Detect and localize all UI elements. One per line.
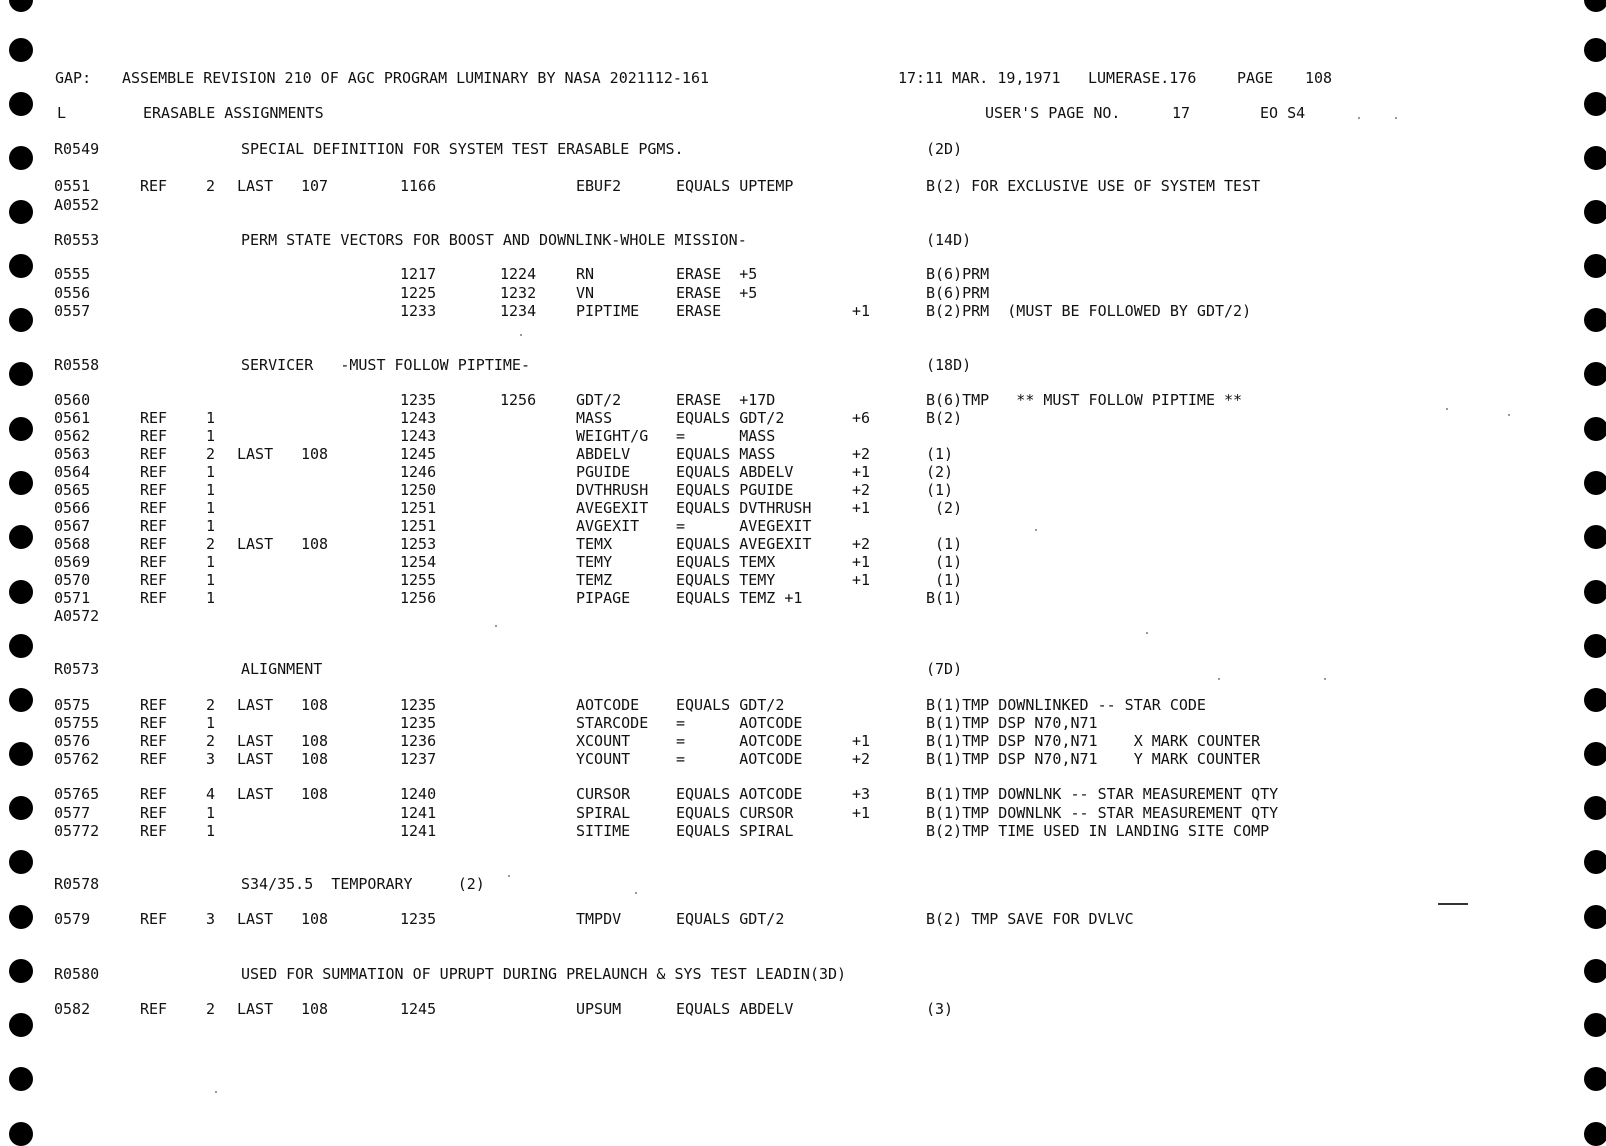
listing-row xyxy=(0,408,1606,428)
listing-row xyxy=(0,999,1606,1019)
line-number: A0552 xyxy=(54,196,100,214)
operation: EQUALS TEMX xyxy=(676,553,776,571)
address-start: 1243 xyxy=(400,427,437,445)
ref-count: 1 xyxy=(206,822,216,840)
ref-count: 2 xyxy=(206,732,216,750)
section-title: ALIGNMENT xyxy=(241,660,323,678)
symbol-name: TMPDV xyxy=(576,910,622,928)
comment: (1) xyxy=(926,571,963,589)
operation: EQUALS AVEGEXIT xyxy=(676,535,812,553)
feed-hole xyxy=(9,634,33,658)
comment: B(6)TMP ** MUST FOLLOW PIPTIME ** xyxy=(926,391,1243,409)
operation: = MASS xyxy=(676,427,776,445)
ref-label: REF xyxy=(140,1000,168,1018)
line-number: 05762 xyxy=(54,750,100,768)
ref-label: REF xyxy=(140,499,168,517)
feed-hole xyxy=(1584,850,1606,874)
address-start: 1241 xyxy=(400,804,437,822)
comment: B(2) TMP SAVE FOR DVLVC xyxy=(926,910,1134,928)
ref-label: REF xyxy=(140,750,168,768)
address-start: 1225 xyxy=(400,284,437,302)
feed-hole xyxy=(1584,1122,1606,1146)
comment: B(2)TMP TIME USED IN LANDING SITE COMP xyxy=(926,822,1270,840)
address-start: 1240 xyxy=(400,785,437,803)
ref-label: REF xyxy=(140,910,168,928)
comment: B(1)TMP DOWNLINKED -- STAR CODE xyxy=(926,696,1206,714)
users-page-label: USER'S PAGE NO. xyxy=(985,104,1121,122)
address-end: 1224 xyxy=(500,265,537,283)
ref-label: REF xyxy=(140,589,168,607)
line-number: 05765 xyxy=(54,785,100,803)
section-heading-row xyxy=(0,659,1606,679)
assemble-title: ASSEMBLE REVISION 210 OF AGC PROGRAM LUMINARY BY NASA 2021112-161 xyxy=(122,69,709,87)
ref-label: REF xyxy=(140,571,168,589)
feed-hole xyxy=(9,850,33,874)
listing-row xyxy=(0,821,1606,841)
ref-label: REF xyxy=(140,822,168,840)
operation: EQUALS PGUIDE xyxy=(676,481,794,499)
ref-label: REF xyxy=(140,409,168,427)
line-number: 0563 xyxy=(54,445,91,463)
paper-speck xyxy=(520,334,522,336)
symbol-name: YCOUNT xyxy=(576,750,631,768)
listing-row xyxy=(0,480,1606,500)
ref-label: REF xyxy=(140,463,168,481)
listing-row xyxy=(0,462,1606,482)
symbol-name: TEMZ xyxy=(576,571,613,589)
listing-row xyxy=(0,606,1606,626)
comment: (7D) xyxy=(926,660,963,678)
comment: B(2) xyxy=(926,409,963,427)
ref-label: REF xyxy=(140,785,168,803)
symbol-name: EBUF2 xyxy=(576,177,622,195)
feed-hole xyxy=(1584,1067,1606,1091)
line-number: 0582 xyxy=(54,1000,91,1018)
address-start: 1235 xyxy=(400,391,437,409)
section-heading-row xyxy=(0,964,1606,984)
comment: (2) xyxy=(926,499,963,517)
paper-tear-mark xyxy=(1438,903,1468,905)
operation: EQUALS UPTEMP xyxy=(676,177,794,195)
section-title: S34/35.5 TEMPORARY (2) xyxy=(241,875,485,893)
line-number: 0575 xyxy=(54,696,91,714)
section-title: ERASABLE ASSIGNMENTS xyxy=(143,104,324,122)
offset: +1 xyxy=(852,302,871,320)
ref-label: REF xyxy=(140,732,168,750)
last-label: LAST xyxy=(237,785,274,803)
ref-count: 1 xyxy=(206,463,216,481)
comment: B(1)TMP DSP N70,N71 xyxy=(926,714,1098,732)
listing-row xyxy=(0,570,1606,590)
line-number: 0560 xyxy=(54,391,91,409)
last-page: 108 xyxy=(301,910,329,928)
paper-speck xyxy=(215,1091,217,1093)
listing-row xyxy=(0,749,1606,769)
last-label: LAST xyxy=(237,445,274,463)
symbol-name: RN xyxy=(576,265,595,283)
last-page: 108 xyxy=(301,732,329,750)
comment: B(6)PRM xyxy=(926,284,990,302)
comment: (14D) xyxy=(926,231,972,249)
line-number: 0569 xyxy=(54,553,91,571)
operation: ERASE +5 xyxy=(676,265,758,283)
offset: +1 xyxy=(852,553,871,571)
last-page: 107 xyxy=(301,177,329,195)
feed-hole xyxy=(9,38,33,62)
last-label: LAST xyxy=(237,535,274,553)
line-number: 05755 xyxy=(54,714,100,732)
offset: +1 xyxy=(852,499,871,517)
line-number: 0577 xyxy=(54,804,91,822)
section-heading-row xyxy=(0,139,1606,159)
offset: +1 xyxy=(852,463,871,481)
offset: +6 xyxy=(852,409,871,427)
address-start: 1250 xyxy=(400,481,437,499)
line-number: 0566 xyxy=(54,499,91,517)
operation: ERASE +5 xyxy=(676,284,758,302)
last-page: 108 xyxy=(301,750,329,768)
listing-row xyxy=(0,588,1606,608)
listing-time: 17:11 MAR. 19,1971 xyxy=(898,69,1061,87)
address-start: 1245 xyxy=(400,1000,437,1018)
listing-row xyxy=(0,301,1606,321)
section-heading-row xyxy=(0,230,1606,250)
symbol-name: PIPTIME xyxy=(576,302,640,320)
symbol-name: STARCODE xyxy=(576,714,649,732)
line-number: R0558 xyxy=(54,356,100,374)
comment: B(1) xyxy=(926,589,963,607)
header-line xyxy=(0,68,1606,88)
operation: = AVEGEXIT xyxy=(676,517,812,535)
address-start: 1246 xyxy=(400,463,437,481)
address-start: 1253 xyxy=(400,535,437,553)
listing-row xyxy=(0,516,1606,536)
listing-row xyxy=(0,444,1606,464)
last-label: LAST xyxy=(237,696,274,714)
symbol-name: AVEGEXIT xyxy=(576,499,649,517)
line-number: A0572 xyxy=(54,607,100,625)
address-start: 1236 xyxy=(400,732,437,750)
symbol-name: WEIGHT/G xyxy=(576,427,649,445)
ref-label: REF xyxy=(140,714,168,732)
listing-row xyxy=(0,498,1606,518)
line-number: 0562 xyxy=(54,427,91,445)
offset: +2 xyxy=(852,445,871,463)
comment: (1) xyxy=(926,481,954,499)
last-page: 108 xyxy=(301,696,329,714)
listing-row xyxy=(0,552,1606,572)
address-start: 1235 xyxy=(400,910,437,928)
symbol-name: TEMX xyxy=(576,535,613,553)
symbol-name: TEMY xyxy=(576,553,613,571)
ref-count: 1 xyxy=(206,571,216,589)
page-number: 108 xyxy=(1305,69,1333,87)
comment: (18D) xyxy=(926,356,972,374)
section-heading-row xyxy=(0,874,1606,894)
section-heading-row xyxy=(0,355,1606,375)
listing-marker: L xyxy=(57,104,67,122)
comment: (1) xyxy=(926,535,963,553)
symbol-name: AOTCODE xyxy=(576,696,640,714)
comment: B(6)PRM xyxy=(926,265,990,283)
ref-count: 2 xyxy=(206,177,216,195)
address-start: 1166 xyxy=(400,177,437,195)
last-label: LAST xyxy=(237,732,274,750)
ref-count: 2 xyxy=(206,535,216,553)
listing-row xyxy=(0,534,1606,554)
listing-row xyxy=(0,695,1606,715)
listing-row xyxy=(0,195,1606,215)
comment: (1) xyxy=(926,553,963,571)
offset: +2 xyxy=(852,481,871,499)
address-end: 1232 xyxy=(500,284,537,302)
symbol-name: DVTHRUSH xyxy=(576,481,649,499)
symbol-name: MASS xyxy=(576,409,613,427)
ref-count: 3 xyxy=(206,910,216,928)
comment: B(2) FOR EXCLUSIVE USE OF SYSTEM TEST xyxy=(926,177,1261,195)
line-number: 0571 xyxy=(54,589,91,607)
ref-count: 1 xyxy=(206,481,216,499)
symbol-name: ABDELV xyxy=(576,445,631,463)
operation: = AOTCODE xyxy=(676,750,803,768)
listing-row xyxy=(0,390,1606,410)
address-start: 1237 xyxy=(400,750,437,768)
address-start: 1255 xyxy=(400,571,437,589)
address-start: 1241 xyxy=(400,822,437,840)
feed-hole xyxy=(1584,38,1606,62)
comment: (2D) xyxy=(926,140,963,158)
ref-count: 1 xyxy=(206,409,216,427)
line-number: 0579 xyxy=(54,910,91,928)
ref-count: 1 xyxy=(206,427,216,445)
comment: (1) xyxy=(926,445,954,463)
offset: +2 xyxy=(852,750,871,768)
operation: EQUALS ABDELV xyxy=(676,1000,794,1018)
last-page: 108 xyxy=(301,785,329,803)
address-start: 1235 xyxy=(400,714,437,732)
comment: B(1)TMP DOWNLNK -- STAR MEASUREMENT QTY xyxy=(926,804,1279,822)
line-number: 0576 xyxy=(54,732,91,750)
ref-count: 2 xyxy=(206,696,216,714)
ref-label: REF xyxy=(140,445,168,463)
last-page: 108 xyxy=(301,535,329,553)
line-number: 0564 xyxy=(54,463,91,481)
address-start: 1235 xyxy=(400,696,437,714)
users-page-number: 17 xyxy=(1172,104,1191,122)
address-start: 1217 xyxy=(400,265,437,283)
line-number: R0549 xyxy=(54,140,100,158)
symbol-name: SITIME xyxy=(576,822,631,840)
offset: +1 xyxy=(852,732,871,750)
feed-hole xyxy=(9,0,33,12)
address-start: 1254 xyxy=(400,553,437,571)
comment: B(1)TMP DSP N70,N71 Y MARK COUNTER xyxy=(926,750,1261,768)
offset: +2 xyxy=(852,535,871,553)
symbol-name: PIPAGE xyxy=(576,589,631,607)
ref-label: REF xyxy=(140,517,168,535)
operation: EQUALS GDT/2 xyxy=(676,910,785,928)
line-number: 0556 xyxy=(54,284,91,302)
listing-row xyxy=(0,176,1606,196)
paper-speck xyxy=(1146,632,1148,634)
line-number: R0578 xyxy=(54,875,100,893)
line-number: 0557 xyxy=(54,302,91,320)
file-name: LUMERASE.176 xyxy=(1088,69,1197,87)
listing-row xyxy=(0,713,1606,733)
symbol-name: AVGEXIT xyxy=(576,517,640,535)
comment: B(2)PRM (MUST BE FOLLOWED BY GDT/2) xyxy=(926,302,1252,320)
comment: (3) xyxy=(926,1000,954,1018)
ref-count: 1 xyxy=(206,499,216,517)
ref-label: REF xyxy=(140,696,168,714)
ref-count: 1 xyxy=(206,553,216,571)
line-number: 0551 xyxy=(54,177,91,195)
line-number: R0580 xyxy=(54,965,100,983)
address-start: 1233 xyxy=(400,302,437,320)
comment: B(1)TMP DOWNLNK -- STAR MEASUREMENT QTY xyxy=(926,785,1279,803)
operation: ERASE +17D xyxy=(676,391,776,409)
offset: +1 xyxy=(852,804,871,822)
line-number: 0555 xyxy=(54,265,91,283)
address-start: 1251 xyxy=(400,499,437,517)
comment: B(1)TMP DSP N70,N71 X MARK COUNTER xyxy=(926,732,1261,750)
ref-label: REF xyxy=(140,427,168,445)
ref-count: 3 xyxy=(206,750,216,768)
section-title: PERM STATE VECTORS FOR BOOST AND DOWNLINK-WHOLE MISSION- xyxy=(241,231,747,249)
last-label: LAST xyxy=(237,1000,274,1018)
feed-hole xyxy=(1584,0,1606,12)
line-number: R0553 xyxy=(54,231,100,249)
feed-hole xyxy=(9,1067,33,1091)
line-number: 0565 xyxy=(54,481,91,499)
ref-count: 2 xyxy=(206,1000,216,1018)
page-code: EO S4 xyxy=(1260,104,1306,122)
listing-row xyxy=(0,731,1606,751)
operation: EQUALS SPIRAL xyxy=(676,822,794,840)
operation: EQUALS GDT/2 xyxy=(676,696,785,714)
feed-hole xyxy=(9,1122,33,1146)
address-start: 1251 xyxy=(400,517,437,535)
address-start: 1256 xyxy=(400,589,437,607)
ref-count: 1 xyxy=(206,517,216,535)
symbol-name: UPSUM xyxy=(576,1000,622,1018)
symbol-name: XCOUNT xyxy=(576,732,631,750)
ref-label: REF xyxy=(140,481,168,499)
symbol-name: PGUIDE xyxy=(576,463,631,481)
line-number: 0568 xyxy=(54,535,91,553)
operation: = AOTCODE xyxy=(676,714,803,732)
address-end: 1234 xyxy=(500,302,537,320)
ref-label: REF xyxy=(140,553,168,571)
last-label: LAST xyxy=(237,177,274,195)
operation: EQUALS AOTCODE xyxy=(676,785,803,803)
line-number: R0573 xyxy=(54,660,100,678)
operation: EQUALS TEMZ +1 xyxy=(676,589,803,607)
gap-label: GAP: xyxy=(55,69,92,87)
operation: EQUALS MASS xyxy=(676,445,776,463)
section-title: USED FOR SUMMATION OF UPRUPT DURING PRELAUNCH & SYS TEST LEADIN(3D) xyxy=(241,965,847,983)
ref-label: REF xyxy=(140,177,168,195)
offset: +3 xyxy=(852,785,871,803)
symbol-name: GDT/2 xyxy=(576,391,622,409)
ref-count: 1 xyxy=(206,589,216,607)
listing-row xyxy=(0,909,1606,929)
address-end: 1256 xyxy=(500,391,537,409)
symbol-name: VN xyxy=(576,284,595,302)
section-title: SPECIAL DEFINITION FOR SYSTEM TEST ERASABLE PGMS. xyxy=(241,140,684,158)
line-number: 0570 xyxy=(54,571,91,589)
line-number: 0567 xyxy=(54,517,91,535)
ref-count: 1 xyxy=(206,714,216,732)
last-page: 108 xyxy=(301,445,329,463)
address-start: 1245 xyxy=(400,445,437,463)
operation: EQUALS DVTHRUSH xyxy=(676,499,812,517)
feed-hole xyxy=(1584,634,1606,658)
offset: +1 xyxy=(852,571,871,589)
line-number: 05772 xyxy=(54,822,100,840)
section-title: SERVICER -MUST FOLLOW PIPTIME- xyxy=(241,356,530,374)
operation: EQUALS CURSOR xyxy=(676,804,794,822)
ref-label: REF xyxy=(140,535,168,553)
listing-row xyxy=(0,803,1606,823)
listing-row xyxy=(0,784,1606,804)
listing-row xyxy=(0,426,1606,446)
subheader-line xyxy=(0,103,1606,123)
ref-label: REF xyxy=(140,804,168,822)
ref-count: 1 xyxy=(206,804,216,822)
ref-count: 2 xyxy=(206,445,216,463)
operation: = AOTCODE xyxy=(676,732,803,750)
symbol-name: CURSOR xyxy=(576,785,631,803)
operation: EQUALS ABDELV xyxy=(676,463,794,481)
last-label: LAST xyxy=(237,910,274,928)
operation: EQUALS TEMY xyxy=(676,571,776,589)
line-number: 0561 xyxy=(54,409,91,427)
page-label: PAGE xyxy=(1237,69,1274,87)
last-label: LAST xyxy=(237,750,274,768)
operation: EQUALS GDT/2 xyxy=(676,409,785,427)
symbol-name: SPIRAL xyxy=(576,804,631,822)
address-start: 1243 xyxy=(400,409,437,427)
listing-row xyxy=(0,264,1606,284)
last-page: 108 xyxy=(301,1000,329,1018)
listing-row xyxy=(0,283,1606,303)
operation: ERASE xyxy=(676,302,722,320)
ref-count: 4 xyxy=(206,785,216,803)
comment: (2) xyxy=(926,463,954,481)
